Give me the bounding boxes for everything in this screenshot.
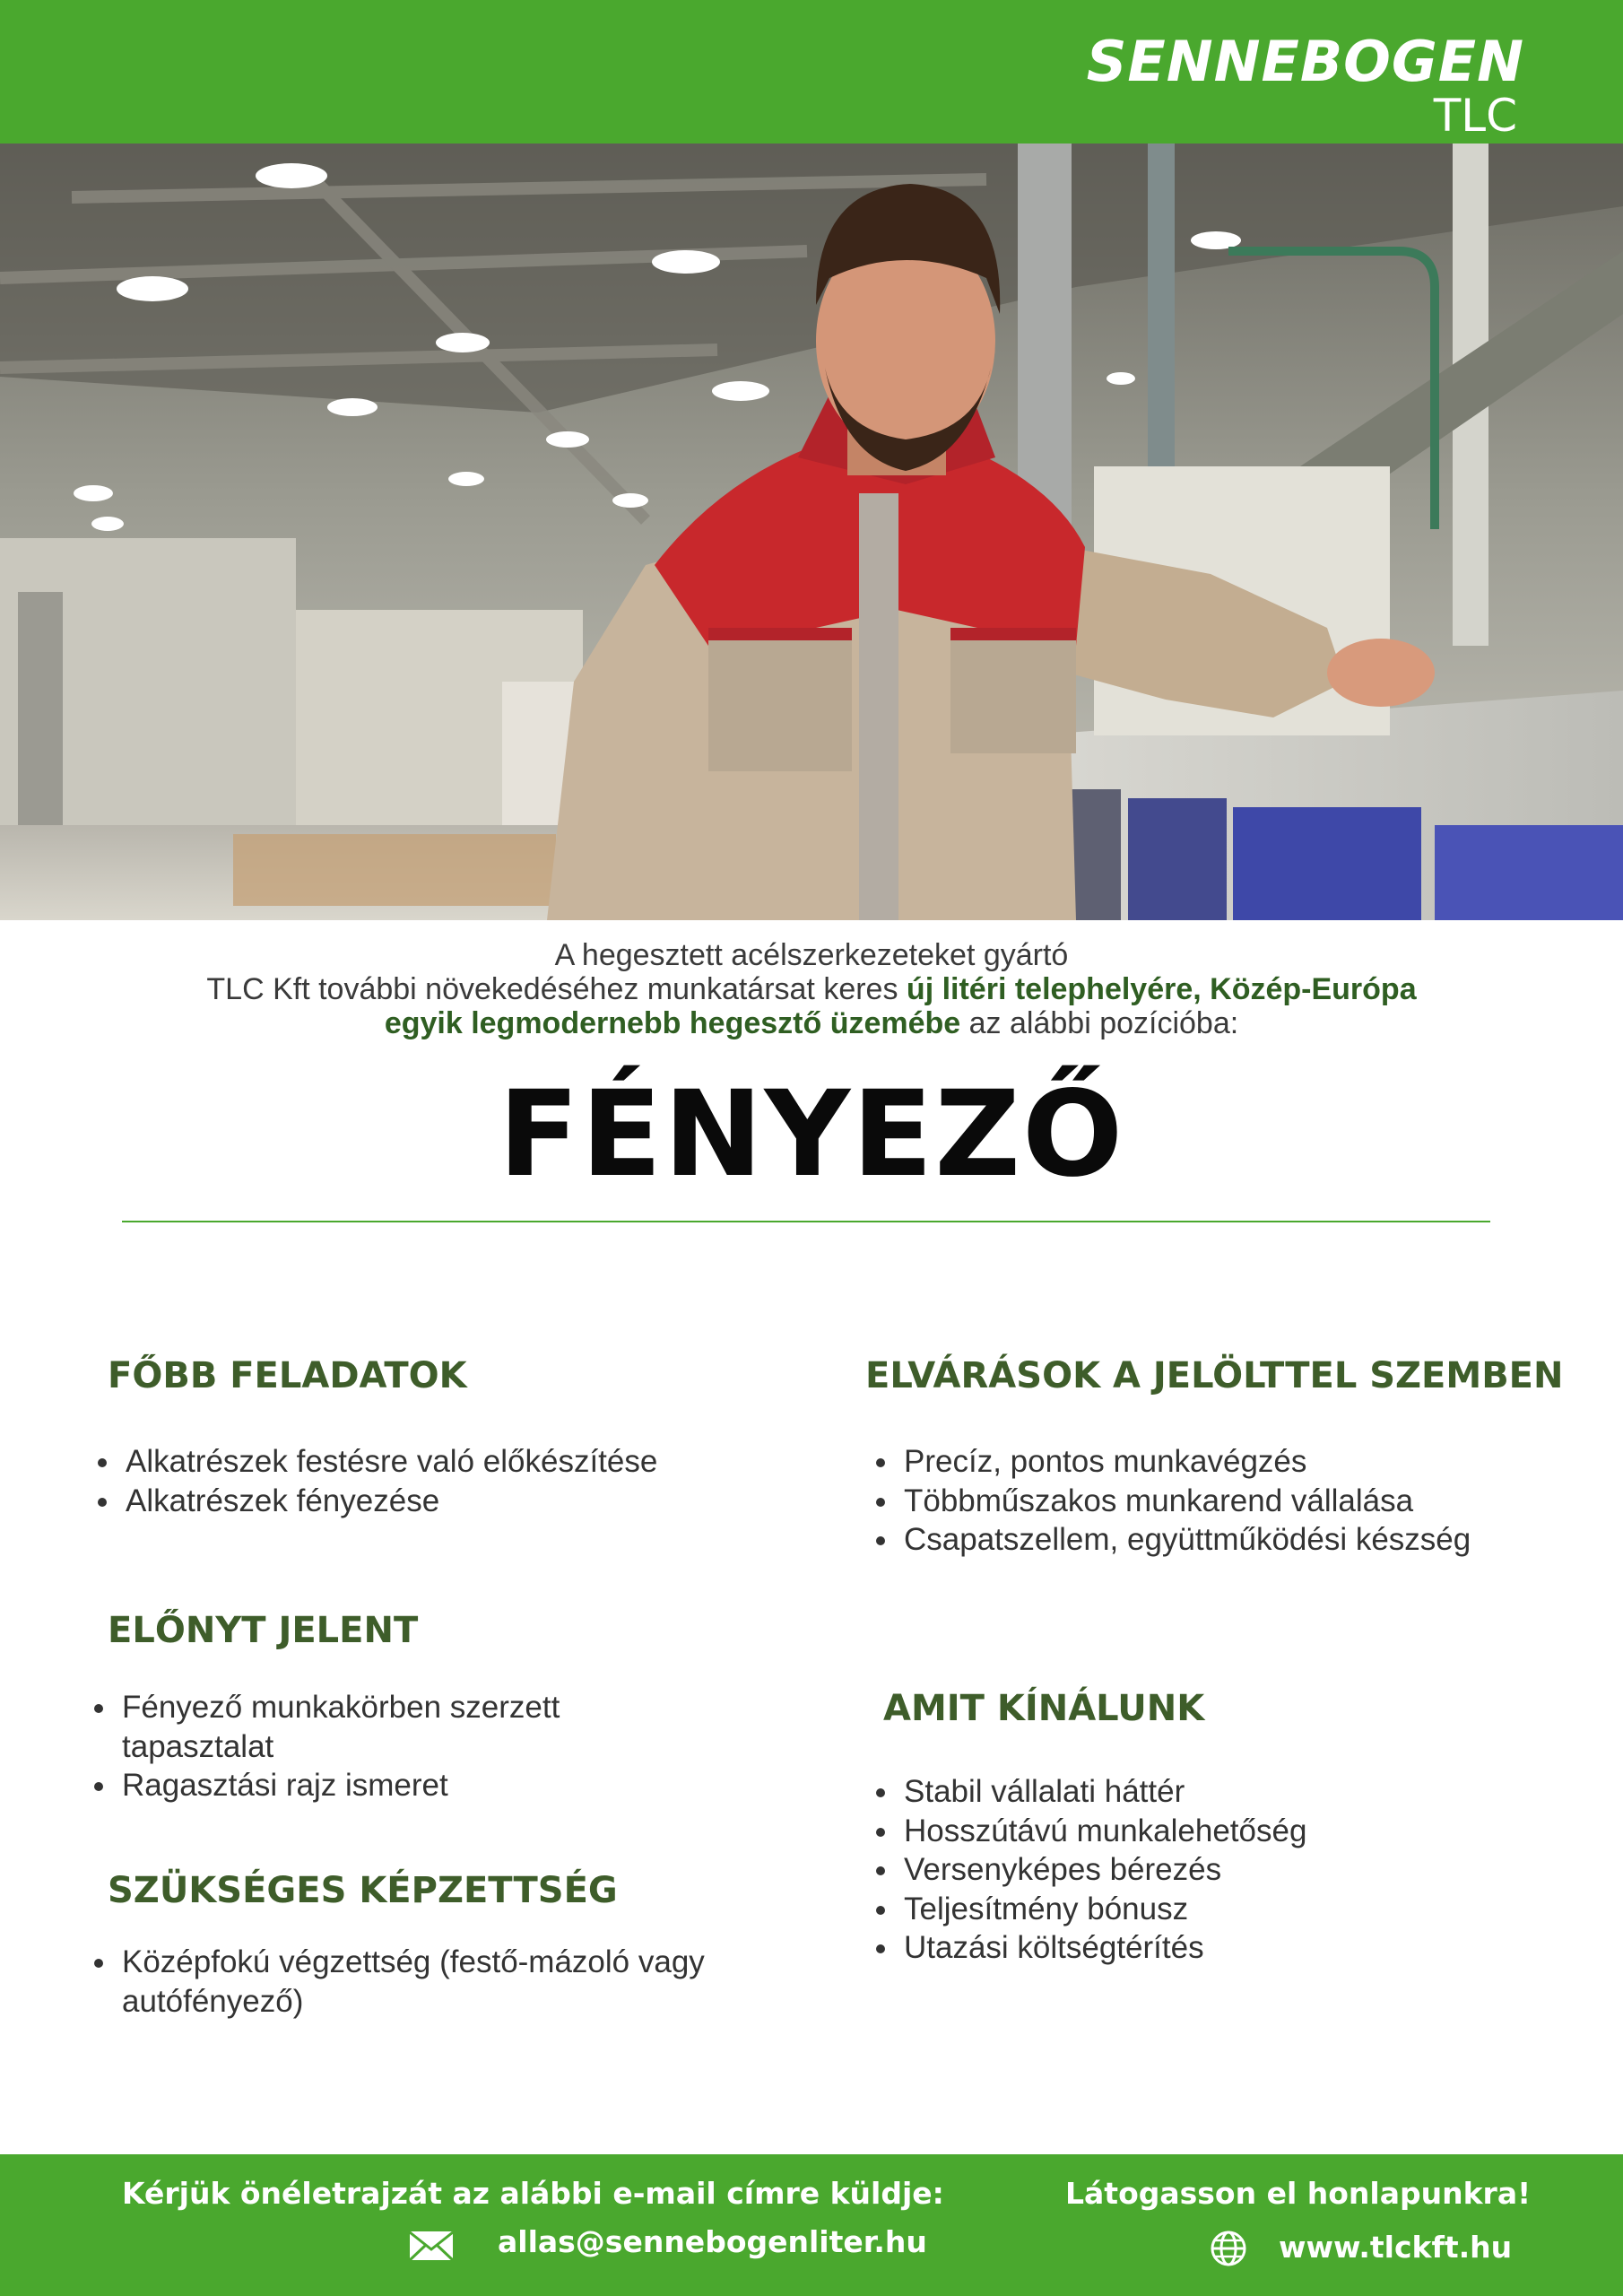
- globe-icon: [1210, 2230, 1247, 2271]
- list-item: • Csapatszellem, együttműködési készség: [900, 1520, 1623, 1560]
- email-link[interactable]: allas@sennebogenliter.hu: [498, 2224, 927, 2259]
- list-item: • Hosszútávú munkalehetőség: [900, 1812, 1618, 1851]
- logo-sub-text: TLC: [1433, 90, 1517, 142]
- footer-bar: [0, 2154, 1623, 2296]
- list-item: • Középfokú végzettség (festő-mázoló vagy autófényező): [118, 1943, 764, 2021]
- intro-line-2-bold: új litéri telephelyére, Közép-Európa: [906, 972, 1417, 1006]
- education-heading: SZÜKSÉGES KÉPZETTSÉG: [108, 1870, 618, 1911]
- list-item: • Fényező munkakörben szerzett tapasztalat: [118, 1688, 674, 1766]
- list-item: • Versenyképes bérezés: [900, 1850, 1618, 1890]
- education-list: [82, 1943, 764, 2021]
- job-title: FÉNYEZŐ: [498, 1065, 1125, 1204]
- intro-line-3-plain: az alábbi pozícióba:: [960, 1006, 1239, 1040]
- factory-worker-illustration: [0, 144, 1623, 920]
- list-item: • Alkatrészek fényezése: [122, 1482, 803, 1521]
- list-item: • Stabil vállalati háttér: [900, 1772, 1618, 1812]
- envelope-icon: [408, 2230, 455, 2266]
- intro-line-3: [0, 1006, 1623, 1040]
- list-item: • Többműszakos munkarend vállalása: [900, 1482, 1623, 1521]
- list-item: • Precíz, pontos munkavégzés: [900, 1442, 1623, 1482]
- list-item: • Alkatrészek festésre való előkészítése: [122, 1442, 803, 1482]
- title-divider: [122, 1221, 1490, 1222]
- advantages-list: [82, 1688, 674, 1805]
- intro-line-2: [0, 972, 1623, 1006]
- tasks-list: [86, 1442, 803, 1520]
- company-logo: [1086, 29, 1524, 142]
- list-item: • Ragasztási rajz ismeret: [118, 1766, 674, 1805]
- offer-heading: AMIT KÍNÁLUNK: [883, 1688, 1205, 1729]
- hero-photo: [0, 144, 1623, 920]
- advantages-heading: ELŐNYT JELENT: [108, 1610, 419, 1651]
- cv-prompt: Kérjük önéletrajzát az alábbi e-mail címre küldje:: [122, 2176, 944, 2211]
- requirements-heading: ELVÁRÁSOK A JELÖLTTEL SZEMBEN: [865, 1355, 1564, 1396]
- requirements-list: [864, 1442, 1623, 1560]
- intro-line-2-plain: TLC Kft további növekedéséhez munkatársat keres: [206, 972, 907, 1006]
- logo-main-text: SENNEBOGEN: [1086, 29, 1524, 94]
- tasks-heading: FŐBB FELADATOK: [108, 1355, 467, 1396]
- intro-text: [0, 938, 1623, 1040]
- website-link[interactable]: www.tlckft.hu: [1279, 2230, 1513, 2265]
- intro-line-3-bold: egyik legmodernebb hegesztő üzemébe: [384, 1006, 961, 1040]
- intro-line-1: A hegesztett acélszerkezeteket gyártó: [554, 938, 1069, 972]
- list-item: • Teljesítmény bónusz: [900, 1890, 1618, 1929]
- list-item: • Utazási költségtérítés: [900, 1928, 1618, 1968]
- header-bar: [0, 0, 1623, 144]
- offer-list: [864, 1772, 1618, 1968]
- web-prompt: Látogasson el honlapunkra!: [1065, 2176, 1532, 2211]
